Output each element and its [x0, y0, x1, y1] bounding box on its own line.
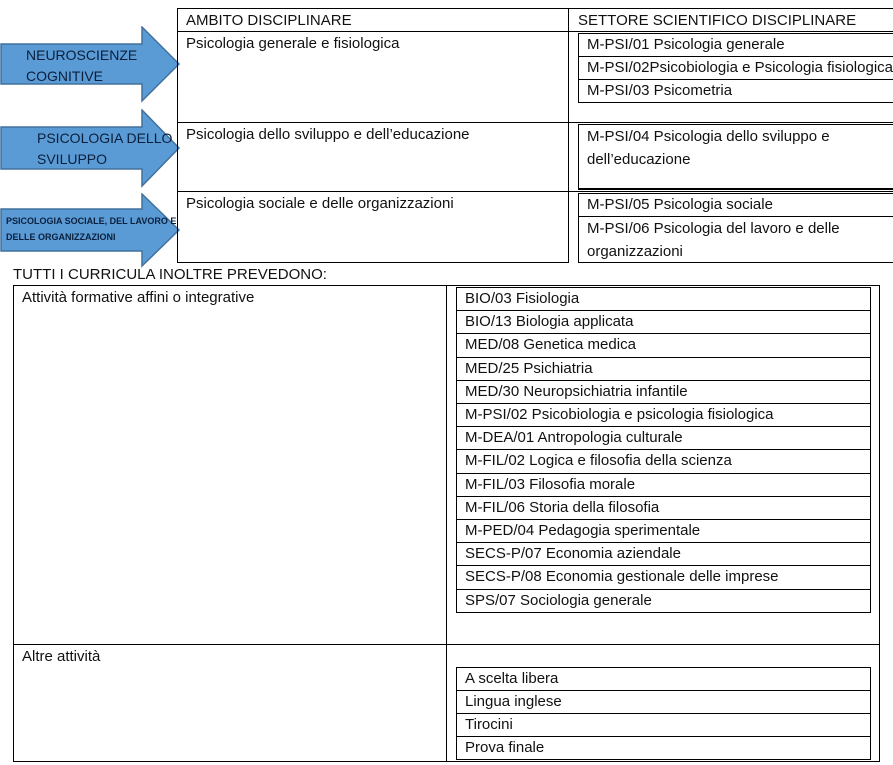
altre-label: Altre attività	[22, 648, 101, 665]
settore-box-sviluppo	[578, 124, 893, 190]
arrow-label-sociale: PSICOLOGIA SOCIALE, DEL LAVORO E DELLE ORGANIZZAZIONI	[6, 216, 177, 242]
list-item: M-FIL/03 Filosofia morale	[456, 473, 871, 497]
list-item: BIO/03 Fisiologia	[456, 287, 871, 311]
list-item: SPS/07 Sociologia generale	[456, 589, 871, 613]
settore-box-lavoro	[578, 216, 893, 263]
list-item: M-DEA/01 Antropologia culturale	[456, 426, 871, 450]
settore-line: dell’educazione	[587, 151, 691, 168]
settore-box: M-PSI/03 Psicometria	[578, 79, 893, 103]
list-item: M-FIL/02 Logica e filosofia della scienza	[456, 449, 871, 473]
list-item: M-FIL/06 Storia della filosofia	[456, 496, 871, 520]
list-item: M-PED/04 Pedagogia sperimentale	[456, 519, 871, 543]
arrow-label-neuroscienze: NEUROSCIENZE COGNITIVE	[26, 47, 138, 84]
list-item: BIO/13 Biologia applicata	[456, 310, 871, 334]
list-item: Prova finale	[456, 736, 871, 760]
affini-label: Attività formative affini o integrative	[22, 289, 255, 306]
list-item: A scelta libera	[456, 667, 871, 691]
settore-box: M-PSI/02Psicobiologia e Psicologia fisiologica	[578, 56, 893, 80]
list-item: SECS-P/08 Economia gestionale delle imprese	[456, 565, 871, 589]
ambito-row-2: Psicologia dello sviluppo e dell’educazione	[186, 126, 470, 143]
settore-line: M-PSI/06 Psicologia del lavoro e delle	[587, 220, 840, 237]
list-item: Tirocini	[456, 713, 871, 737]
settore-line: M-PSI/04 Psicologia dello sviluppo e	[587, 128, 830, 145]
header-ambito: AMBITO DISCIPLINARE	[186, 12, 352, 29]
ambito-row-1: Psicologia generale e fisiologica	[186, 35, 400, 52]
list-item: Lingua inglese	[456, 690, 871, 714]
list-item: MED/30 Neuropsichiatria infantile	[456, 380, 871, 404]
curricula-heading: TUTTI I CURRICULA INOLTRE PREVEDONO:	[13, 266, 327, 283]
list-item: MED/25 Psichiatria	[456, 357, 871, 381]
settore-box: M-PSI/01 Psicologia generale	[578, 33, 893, 57]
ambito-row-3: Psicologia sociale e delle organizzazioni	[186, 195, 454, 212]
settore-box: M-PSI/05 Psicologia sociale	[578, 193, 893, 217]
header-settore: SETTORE SCIENTIFICO DISCIPLINARE	[578, 12, 857, 29]
list-item: M-PSI/02 Psicobiologia e psicologia fisiologica	[456, 403, 871, 427]
settore-line: organizzazioni	[587, 243, 683, 260]
list-item: MED/08 Genetica medica	[456, 333, 871, 357]
list-item: SECS-P/07 Economia aziendale	[456, 542, 871, 566]
arrow-label-sviluppo: PSICOLOGIA DELLO SVILUPPO	[37, 130, 173, 167]
